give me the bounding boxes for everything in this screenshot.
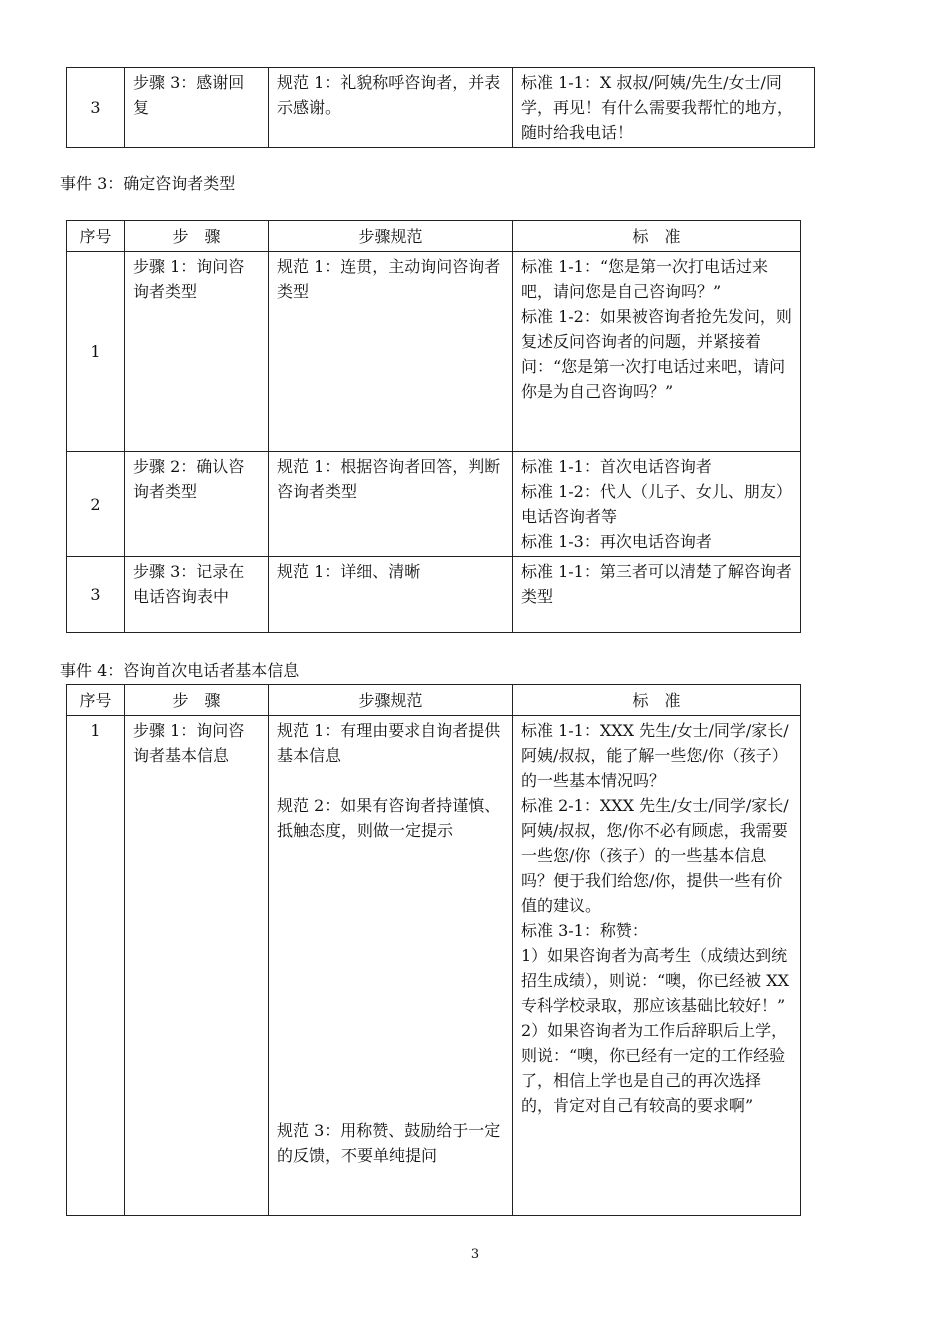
row-number: 2 — [67, 452, 125, 557]
table-row — [67, 557, 801, 633]
norm-cell: 规范 1：连贯，主动询问咨询者类型 — [269, 252, 513, 452]
row-number: 3 — [67, 68, 125, 148]
step-cell: 步骤 1：询问咨询者类型 — [125, 252, 269, 452]
standard-line: 标准 1-1：X 叔叔/阿姨/先生/女士/同学，再见！有什么需要我帮忙的地方，随时给我电话！ — [521, 73, 794, 142]
standard-line: 标准 1-1：“您是第一次打电话过来吧，请问您是自己咨询吗？” — [521, 257, 769, 301]
header-number: 序号 — [67, 221, 125, 252]
standard-line: 标准 1-2：代人（儿子、女儿、朋友）电话咨询者等 — [521, 482, 792, 526]
table-row — [67, 68, 815, 148]
standard-line: 标准 1-2：如果被咨询者抢先发问，则复述反问咨询者的问题，并紧接着问：“您是第一次打电话过来吧，请问你是为自己咨询吗？” — [521, 307, 792, 401]
header-step: 步 骤 — [125, 685, 269, 716]
row-number: 3 — [67, 557, 125, 633]
table-row — [67, 452, 801, 557]
standard-cell — [513, 252, 801, 452]
norm-line: 规范 3：用称赞、鼓励给于一定的反馈，不要单纯提问 — [277, 1121, 501, 1165]
norm-cell: 规范 1：根据咨询者回答，判断咨询者类型 — [269, 452, 513, 557]
standard-cell — [513, 68, 815, 148]
table-row — [67, 252, 801, 452]
table-row — [67, 716, 801, 1216]
step-cell: 步骤 1：询问咨询者基本信息 — [125, 716, 269, 1216]
standard-line: 标准 3-1：称赞： — [521, 921, 648, 940]
event4-title: 事件 4：咨询首次电话者基本信息 — [60, 661, 300, 680]
table-header-row — [67, 221, 801, 252]
norm-line: 规范 2：如果有咨询者持谨慎、抵触态度，则做一定提示 — [277, 796, 501, 840]
table-top-continuation — [66, 67, 815, 148]
standard-line: 标准 1-1：首次电话咨询者 — [521, 457, 712, 476]
standard-line: 标准 1-1：XXX 先生/女士/同学/家长/阿姨/叔叔，能了解一些您/你（孩子）的一些基本情况吗？ — [521, 721, 789, 790]
event3-table — [66, 220, 801, 633]
page-number: 3 — [470, 1247, 480, 1262]
standard-cell — [513, 557, 801, 633]
row-number: 1 — [67, 716, 125, 1216]
standard-cell — [513, 716, 801, 1216]
standard-line: 标准 1-3：再次电话咨询者 — [521, 532, 712, 551]
standard-line: 1）如果咨询者为高考生（成绩达到统招生成绩），则说：“噢，你已经被 XX 专科学校录取，那应该基础比较好！” — [521, 946, 790, 1015]
header-norm: 步骤规范 — [269, 221, 513, 252]
standard-line: 标准 1-1：第三者可以清楚了解咨询者类型 — [521, 562, 792, 606]
step-cell: 步骤 3：感谢回复 — [125, 68, 269, 148]
event3-title: 事件 3：确定咨询者类型 — [60, 174, 236, 193]
step-cell: 步骤 2：确认咨询者类型 — [125, 452, 269, 557]
norm-cell — [269, 716, 513, 1216]
header-step: 步 骤 — [125, 221, 269, 252]
standard-line: 标准 2-1：XXX 先生/女士/同学/家长/阿姨/叔叔，您/你不必有顾虑，我需要一些您/你（孩子）的一些基本信息吗？便于我们给您/你，提供一些有价值的建议。 — [521, 796, 789, 915]
norm-cell: 规范 1：详细、清晰 — [269, 557, 513, 633]
event4-table — [66, 684, 801, 1216]
table-header-row — [67, 685, 801, 716]
step-cell: 步骤 3：记录在电话咨询表中 — [125, 557, 269, 633]
header-number: 序号 — [67, 685, 125, 716]
header-norm: 步骤规范 — [269, 685, 513, 716]
standard-line: 2）如果咨询者为工作后辞职后上学，则说：“噢，你已经有一定的工作经验了，相信上学也是自己的再次选择的，肯定对自己有较高的要求啊” — [521, 1021, 788, 1115]
header-standard: 标 准 — [513, 221, 801, 252]
norm-line: 规范 1：有理由要求自询者提供基本信息 — [277, 721, 501, 765]
norm-cell: 规范 1：礼貌称呼咨询者，并表示感谢。 — [269, 68, 513, 148]
row-number: 1 — [67, 252, 125, 452]
standard-cell — [513, 452, 801, 557]
header-standard: 标 准 — [513, 685, 801, 716]
